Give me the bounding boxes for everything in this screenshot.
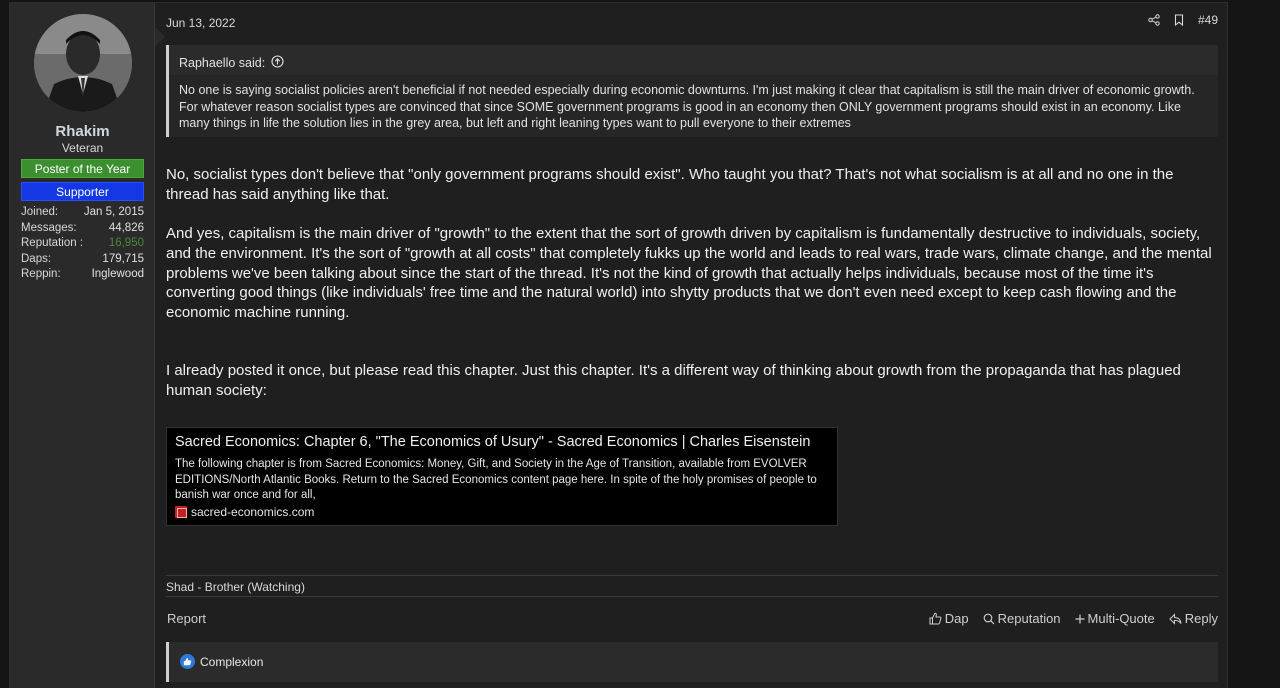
post-paragraph: I already posted it once, but please read this chapter. Just this chapter. It's a different way of thinking about growth from the propaganda that has plagued human society: — [166, 362, 1181, 399]
stat-joined — [21, 205, 144, 221]
multi-quote-button[interactable] — [1075, 611, 1155, 626]
stat-value: 179,715 — [102, 252, 144, 265]
like-badge-icon — [180, 654, 195, 669]
avatar-image — [34, 14, 132, 112]
multi-quote-label: Multi-Quote — [1087, 611, 1155, 626]
link-preview-title[interactable]: Sacred Economics: Chapter 6, "The Economics of Usury" - Sacred Economics | Charles Eisenstein — [175, 434, 811, 450]
dap-label: Dap — [944, 611, 969, 626]
banner-poster-of-the-year: Poster of the Year — [21, 159, 144, 178]
link-preview-description: The following chapter is from Sacred Economics: Money, Gift, and Society in the Age of Transition, available from EVOLVER EDITIONS/North Atlantic Books. Return to the Sacred Economics content page here. In spite of the holy promises of people to banish war once and for all, — [175, 458, 817, 501]
speech-arrow — [155, 27, 165, 47]
post-actions — [929, 611, 1218, 626]
stat-value: 16,950 — [108, 237, 144, 249]
dap-button[interactable] — [929, 611, 969, 626]
reply-icon — [1169, 613, 1182, 625]
quote-block — [166, 45, 1218, 137]
link-preview-domain[interactable]: sacred-economics.com — [191, 505, 315, 519]
reputation-label: Reputation — [997, 611, 1061, 626]
stat-value: Inglewood — [91, 268, 144, 280]
reply-label: Reply — [1184, 611, 1218, 626]
reply-button[interactable] — [1169, 611, 1218, 626]
favicon-icon — [175, 506, 187, 518]
quote-header — [179, 55, 284, 71]
stat-label: Messages: — [21, 221, 77, 234]
plus-icon — [1075, 614, 1085, 624]
stat-label: Reputation : — [21, 237, 84, 249]
banner-supporter: Supporter — [21, 182, 144, 201]
signature-divider — [166, 575, 1218, 576]
reactions-bar — [166, 642, 1218, 682]
stat-label: Reppin: — [21, 268, 61, 280]
stat-messages — [21, 221, 144, 237]
stat-reputation — [21, 236, 144, 252]
link-preview-card[interactable] — [166, 427, 838, 526]
quote-header-bg — [169, 45, 1218, 75]
actions-divider — [166, 596, 1218, 597]
stat-daps — [21, 252, 144, 268]
search-icon — [983, 613, 995, 625]
stat-value[interactable]: 44,826 — [108, 221, 144, 234]
link-preview-domain-row — [175, 505, 314, 519]
stat-label: Daps: — [21, 252, 52, 265]
quote-text: No one is saying socialist policies aren't beneficial if not needed especially during economic downturns. I'm just making it clear that capitalism is still the main driver of economic growth. For whatever reason socialist types are convinced that since SOME government programs is good in an economy then ONLY government programs should exist in an economy. Like many things in life the solution lies in the grey area, but left and right leaning types want to pull everyone to their extremes — [179, 83, 1195, 130]
post-paragraph: No, socialist types don't believe that "only government programs should exist". Who taught you that? That's not what socialism is at all and no one in the thread has said anything like that. — [166, 166, 1174, 203]
user-stats — [21, 205, 144, 283]
reputation-button[interactable] — [983, 611, 1061, 626]
quote-author[interactable]: Raphaello said: — [179, 56, 266, 70]
user-title: Veteran — [61, 141, 104, 155]
bookmark-icon[interactable] — [1174, 14, 1184, 26]
post-main — [166, 3, 1218, 688]
post-date[interactable]: Jun 13, 2022 — [166, 16, 236, 30]
stat-reppin — [21, 267, 144, 283]
post-number-link[interactable]: #49 — [1197, 13, 1218, 27]
avatar[interactable] — [34, 14, 132, 112]
stat-label: Joined: — [21, 206, 59, 218]
report-button[interactable]: Report — [167, 611, 207, 626]
reaction-users[interactable]: Complexion — [200, 654, 264, 669]
post-container — [9, 2, 1228, 688]
arrow-up-circle-icon[interactable] — [271, 55, 284, 71]
reactions-summary[interactable] — [180, 654, 263, 669]
post-paragraph: And yes, capitalism is the main driver of "growth" to the extent that the sort of growth driven by capitalism is fundamentally destructive to individuals, society, and the environment. It's the sort of "growth at all costs" that completely fukks up the world and leads to real wars, trade wars, climate change, and the mental problems we've been talking about since the start of the thread. It's not the kind of growth that actually helps individuals, because most of the time it's converting good things (like individuals' free time and the natural world) into shytty products that we don't even need except to keep cash flowing and the economic machine running. — [166, 225, 1212, 322]
username[interactable]: Rhakim — [55, 123, 110, 140]
user-sidebar — [10, 3, 155, 688]
post-tools — [1148, 13, 1218, 27]
signature: Shad - Brother (Watching) — [166, 580, 305, 594]
thumbs-up-icon — [929, 612, 942, 625]
share-icon[interactable] — [1148, 14, 1160, 26]
stat-value: Jan 5, 2015 — [83, 206, 144, 218]
